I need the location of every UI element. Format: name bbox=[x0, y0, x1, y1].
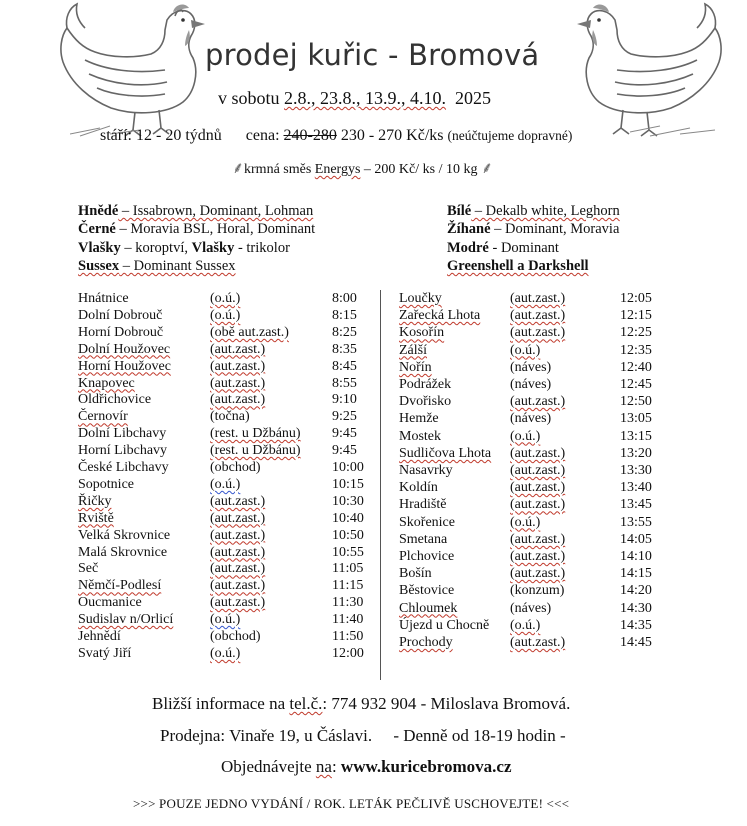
stop-place: Loučky bbox=[399, 291, 442, 306]
stop-location: (aut.zast.) bbox=[210, 341, 266, 357]
breed-line: Hnědé – Issabrown, Dominant, Lohman bbox=[78, 203, 314, 219]
stop-time: 11:30 bbox=[332, 595, 364, 611]
stop-location: (aut.zast.) bbox=[510, 463, 566, 478]
stop-location: (aut.zast.) bbox=[210, 375, 266, 391]
stop-time: 9:10 bbox=[332, 392, 357, 408]
stop-place: Zařecká Lhota bbox=[399, 308, 481, 324]
stop-time: 14:20 bbox=[620, 583, 652, 599]
stop-place: Hemže bbox=[399, 411, 439, 427]
stop-time: 14:10 bbox=[620, 549, 652, 564]
stop-location: (náves) bbox=[510, 377, 552, 392]
stop-place: Chloumek bbox=[399, 600, 458, 616]
stop-time: 10:15 bbox=[332, 476, 364, 492]
stop-location: (točna) bbox=[210, 409, 250, 425]
old-price: 240-280 bbox=[283, 127, 337, 144]
stop-place: Sudislav n/Orlicí bbox=[78, 612, 174, 628]
stop-time: 13:20 bbox=[620, 445, 652, 461]
stop-location: (aut.zast.) bbox=[210, 578, 266, 594]
stop-location: (o.ú.) bbox=[210, 291, 241, 306]
stop-place: Koldín bbox=[399, 480, 438, 496]
stop-location: (o.ú.) bbox=[210, 476, 241, 492]
stop-location: (obchod) bbox=[210, 460, 261, 475]
stop-place: Sudličova Lhota bbox=[399, 445, 492, 461]
breed-line: Greenshell a Darkshell bbox=[447, 257, 589, 274]
stop-time: 13:45 bbox=[620, 497, 652, 513]
stop-location: (rest. u Džbánu) bbox=[210, 443, 301, 459]
footer-note: >>> POUZE JEDNO VYDÁNÍ / ROK. LETÁK PEČLIVĚ USCHOVEJTE! <<< bbox=[133, 796, 570, 811]
sale-dates: v sobotu 2.8., 23.8., 13.9., 4.10. 2025 bbox=[218, 88, 492, 108]
stop-place: Smetana bbox=[399, 531, 448, 547]
page-title: prodej kuřic - Bromová bbox=[205, 38, 540, 72]
stop-location: (konzum) bbox=[510, 583, 565, 599]
stop-place: Mostek bbox=[399, 428, 441, 444]
stop-location: (aut.zast.) bbox=[510, 394, 566, 410]
contact-line: Bližší informace na tel.č.: 774 932 904 - Miloslava Bromová. bbox=[152, 694, 571, 713]
stop-place: Zálší bbox=[399, 342, 427, 358]
stop-location: (aut.zast.) bbox=[210, 510, 266, 526]
stop-place: České Libchavy bbox=[78, 460, 169, 475]
stop-location: (aut.zast.) bbox=[510, 497, 566, 513]
stop-place: Svatý Jiří bbox=[78, 645, 132, 661]
stop-time: 8:25 bbox=[332, 324, 357, 340]
breed-line: Žíhané – Dominant, Moravia bbox=[447, 221, 620, 238]
stop-location: (o.ú.) bbox=[510, 342, 541, 358]
stop-time: 11:40 bbox=[332, 612, 364, 628]
stop-location: (o.ú.) bbox=[210, 307, 241, 323]
stop-time: 13:15 bbox=[620, 428, 652, 444]
stop-time: 10:00 bbox=[332, 460, 364, 475]
stop-place: Oucmanice bbox=[78, 595, 142, 611]
stop-location: (o.ú.) bbox=[510, 514, 541, 530]
breed-line: Modré - Dominant bbox=[447, 239, 559, 256]
stop-place: Knapovec bbox=[78, 375, 135, 391]
stop-place: Hradiště bbox=[399, 497, 447, 513]
new-price: 230 - 270 Kč/ks bbox=[340, 127, 444, 144]
stop-place: Kosořín bbox=[399, 325, 445, 341]
stop-place: Nořín bbox=[399, 359, 432, 375]
stop-place: Horní Libchavy bbox=[78, 443, 168, 459]
stop-location: (aut.zast.) bbox=[510, 308, 566, 324]
stop-time: 14:45 bbox=[620, 635, 652, 650]
stop-place: Velká Skrovnice bbox=[78, 527, 171, 543]
stop-time: 12:50 bbox=[620, 394, 652, 410]
stop-location: (obchod) bbox=[210, 629, 261, 644]
stop-place: Dolní Dobrouč bbox=[78, 307, 163, 323]
stop-location: (aut.zast.) bbox=[510, 531, 566, 547]
stop-time: 13:30 bbox=[620, 463, 652, 478]
stop-location: (aut.zast.) bbox=[210, 544, 266, 560]
stop-time: 12:15 bbox=[620, 308, 652, 324]
stop-place: Sopotnice bbox=[78, 476, 134, 492]
stop-location: (aut.zast.) bbox=[510, 549, 566, 564]
breed-line: Sussex – Dominant Sussex bbox=[78, 257, 236, 274]
breed-line: Vlašky – koroptví, Vlašky - trikolor bbox=[78, 239, 290, 256]
stop-location: (aut.zast.) bbox=[510, 291, 566, 306]
stop-time: 10:50 bbox=[332, 527, 364, 543]
sale-dates-list: 2.8., 23.8., 13.9., 4.10. bbox=[284, 88, 447, 108]
stop-time: 11:05 bbox=[332, 561, 364, 577]
stop-location: (aut.zast.) bbox=[510, 325, 566, 341]
stop-time: 12:35 bbox=[620, 342, 652, 358]
shipping-note: (neúčtujeme dopravné) bbox=[447, 128, 573, 143]
stop-time: 12:40 bbox=[620, 359, 652, 375]
stop-place: Dvořisko bbox=[399, 394, 452, 410]
stop-location: (aut.zast.) bbox=[510, 566, 566, 582]
stop-place: Němčí-Podlesí bbox=[78, 578, 162, 594]
stop-location: (aut.zast.) bbox=[210, 493, 266, 509]
stop-place: Malá Skrovnice bbox=[78, 544, 168, 560]
stop-time: 14:35 bbox=[620, 617, 652, 633]
shop-line bbox=[160, 726, 566, 746]
stop-place: Černovír bbox=[78, 409, 128, 425]
order-line: Objednávejte na: www.kuricebromova.cz bbox=[221, 757, 512, 776]
wheat-icon: ⸙ bbox=[232, 160, 245, 177]
stop-location: (aut.zast.) bbox=[210, 392, 266, 408]
stop-time: 14:05 bbox=[620, 531, 652, 547]
stop-time: 11:50 bbox=[332, 629, 364, 644]
stop-location: (o.ú.) bbox=[210, 645, 241, 661]
breed-line: Černé – Moravia BSL, Horal, Dominant bbox=[78, 221, 316, 238]
website-link[interactable]: www.kuricebromova.cz bbox=[340, 757, 512, 776]
stop-time: 12:05 bbox=[620, 291, 652, 306]
stop-location: (aut.zast.) bbox=[510, 635, 566, 650]
stop-time: 8:55 bbox=[332, 375, 357, 391]
stop-time: 9:45 bbox=[332, 426, 357, 442]
stop-place: Dolní Houžovec bbox=[78, 341, 171, 357]
stop-place: Jehnědí bbox=[78, 629, 121, 644]
stop-location: (náves) bbox=[510, 359, 552, 375]
stop-place: Podrážek bbox=[399, 377, 452, 392]
stop-location: (náves) bbox=[510, 600, 552, 616]
title-name: Bromová bbox=[408, 38, 540, 72]
shop-hours: - Denně od 18-19 hodin - bbox=[393, 726, 566, 745]
stop-place: Plchovice bbox=[399, 549, 455, 564]
stop-location: (náves) bbox=[510, 411, 552, 427]
stop-place: Újezd u Chocně bbox=[399, 617, 490, 633]
stop-location: (o.ú.) bbox=[510, 617, 541, 633]
stop-place: Seč bbox=[78, 561, 99, 577]
stop-time: 10:40 bbox=[332, 510, 364, 526]
stop-time: 8:45 bbox=[332, 358, 357, 374]
wheat-icon: ⸙ bbox=[480, 160, 493, 177]
stop-location: (aut.zast.) bbox=[210, 561, 266, 577]
stop-time: 13:55 bbox=[620, 514, 652, 530]
stop-place: Horní Dobrouč bbox=[78, 324, 164, 340]
stop-place: Hnátnice bbox=[78, 291, 129, 306]
age-price-row: stáří: 12 - 20 týdnů cena: 240-280 230 - 270 Kč/ks (neúčtujeme dopravné) bbox=[100, 127, 573, 144]
stop-place: Rviště bbox=[78, 510, 114, 526]
stop-time: 8:00 bbox=[332, 291, 357, 306]
stop-location: (obě aut.zast.) bbox=[210, 324, 289, 340]
stop-place: Běstovice bbox=[399, 583, 455, 599]
stop-time: 12:45 bbox=[620, 377, 652, 392]
stop-location: (aut.zast.) bbox=[510, 445, 566, 461]
stop-time: 13:40 bbox=[620, 480, 652, 496]
stop-location: (aut.zast.) bbox=[210, 595, 266, 611]
stop-time: 10:55 bbox=[332, 544, 364, 560]
stop-location: (aut.zast.) bbox=[210, 527, 266, 543]
stop-time: 9:25 bbox=[332, 409, 357, 425]
stop-location: (aut.zast.) bbox=[210, 358, 266, 374]
stop-time: 14:30 bbox=[620, 600, 652, 616]
stop-place: Prochody bbox=[399, 635, 453, 650]
stop-place: Horní Houžovec bbox=[78, 358, 171, 374]
stop-place: Skořenice bbox=[399, 514, 455, 530]
stop-time: 12:25 bbox=[620, 325, 652, 341]
stop-place: Dolní Libchavy bbox=[78, 426, 167, 442]
stop-time: 8:35 bbox=[332, 341, 357, 357]
stop-time: 11:15 bbox=[332, 578, 364, 594]
stop-place: Bošín bbox=[399, 566, 432, 582]
shop-address: Prodejna: Vinaře 19, u Čáslavi. bbox=[160, 726, 373, 745]
stop-place: Nasavrky bbox=[399, 463, 453, 478]
stop-time: 10:30 bbox=[332, 493, 364, 509]
breed-line: Bílé – Dekalb white, Leghorn bbox=[447, 203, 620, 219]
stop-time: 8:15 bbox=[332, 307, 357, 323]
age-label: stáří: 12 - 20 týdnů bbox=[100, 127, 222, 144]
stop-location: (aut.zast.) bbox=[510, 480, 566, 496]
stop-location: (o.ú.) bbox=[210, 612, 241, 628]
feed-row: ⸙krmná směs Energys – 200 Kč/ ks / 10 kg ⸙ bbox=[232, 160, 493, 177]
stop-time: 9:45 bbox=[332, 443, 357, 459]
stop-place: Řičky bbox=[78, 493, 112, 509]
stop-time: 12:00 bbox=[332, 645, 364, 661]
stop-time: 13:05 bbox=[620, 411, 652, 427]
stop-time: 14:15 bbox=[620, 566, 652, 582]
stop-place: Oldřichovice bbox=[78, 392, 152, 408]
stop-location: (o.ú.) bbox=[510, 428, 541, 444]
stop-location: (rest. u Džbánu) bbox=[210, 426, 301, 442]
